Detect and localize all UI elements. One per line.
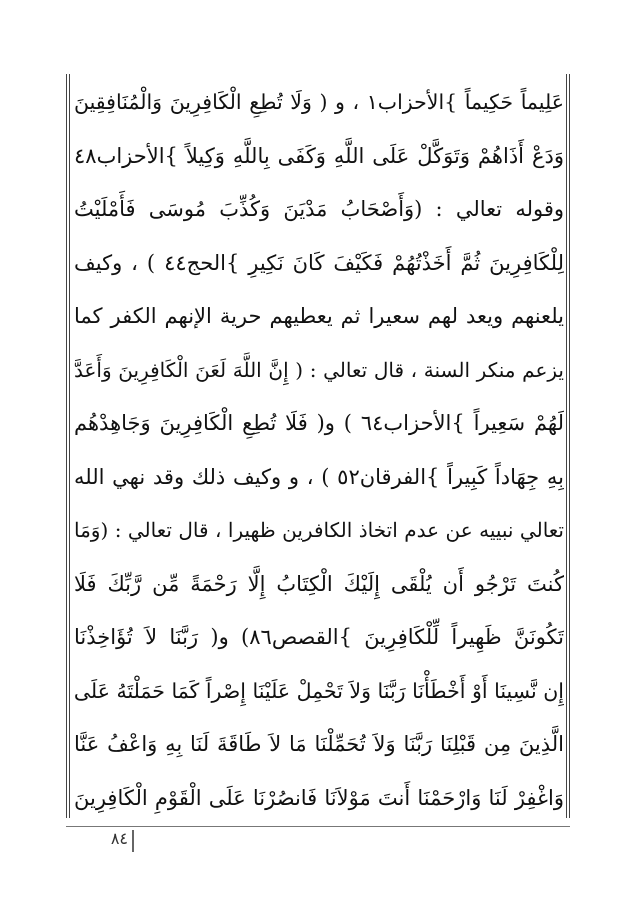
text-line-10: كُنتَ تَرْجُو أَن يُلْقَى إِلَيْكَ الْكِتَابُ إِلَّا رَحْمَةً مِّن رَّبِّكَ فَلَا	[74, 571, 564, 596]
text-line-8: بِهِ جِهَاداً كَبِيراً }الفرقان٥٢ ) ، و وكيف ذلك وقد نهي الله	[74, 464, 564, 489]
text-line-5: يلعنهم ويعد لهم سعيرا ثم يعطيهم حرية الإنهم الكفر كما	[74, 304, 564, 328]
footer-divider	[132, 830, 134, 852]
footer-rule	[66, 826, 570, 827]
text-line-3: وقوله تعالي : (وَأَصْحَابُ مَدْيَنَ وَكُذِّبَ مُوسَى فَأَمْلَيْتُ	[74, 197, 564, 221]
page-number: ٨٤	[110, 829, 128, 848]
text-line-6: يزعم منكر السنة ، قال تعالي : ( إِنَّ اللَّهَ لَعَنَ الْكَافِرِينَ وَأَعَدَّ	[74, 357, 564, 382]
text-line-7: لَهُمْ سَعِيراً }الأحزاب٦٤ ) و( فَلَا تُطِعِ الْكَافِرِينَ وَجَاهِدْهُم	[74, 411, 564, 435]
text-line-13: الَّذِينَ مِن قَبْلِنَا رَبَّنَا وَلاَ تُحَمِّلْنَا مَا لاَ طَاقَةَ لَنَا بِهِ وَاعْفُ عَنَّا	[74, 732, 564, 756]
text-line-12: إِن نَّسِينَا أَوْ أَخْطَأْنَا رَبَّنَا وَلاَ تَحْمِلْ عَلَيْنَا إِصْراً كَمَا حَمَلْتَهُ عَلَى	[74, 678, 564, 703]
text-line-14: وَاغْفِرْ لَنَا وَارْحَمْنَا أَنتَ مَوْلاَنَا فَانصُرْنَا عَلَى الْقَوْمِ الْكَافِرِينَ	[74, 785, 564, 810]
text-line-9: تعالي نبييه عن عدم اتخاذ الكافرين ظهيرا ، قال تعالي : (وَمَا	[74, 518, 564, 542]
text-line-4: لِلْكَافِرِينَ ثُمَّ أَخَذْتُهُمْ فَكَيْفَ كَانَ نَكِيرِ }الحج٤٤ ) ، وكيف	[74, 250, 564, 275]
text-line-2: وَدَعْ أَذَاهُمْ وَتَوَكَّلْ عَلَى اللَّهِ وَكَفَى بِاللَّهِ وَكِيلاً }الأحزاب٤٨	[74, 143, 564, 168]
text-line-1: عَلِيماً حَكِيماً }الأحزاب١ ، و ( وَلَا تُطِعِ الْكَافِرِينَ وَالْمُنَافِقِينَ	[74, 90, 564, 114]
body-text	[74, 76, 564, 825]
text-line-11: تَكُونَنَّ ظَهِيراً لِّلْكَافِرِينَ }القصص٨٦) و( رَبَّنَا لاَ تُؤَاخِذْنَا	[74, 625, 564, 649]
